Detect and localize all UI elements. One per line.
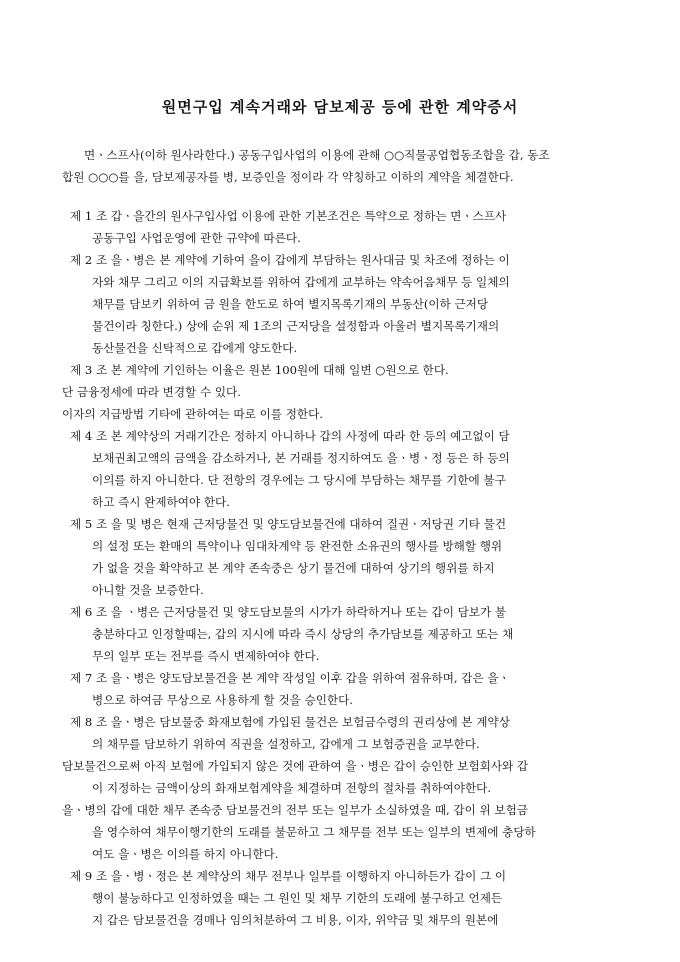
article-line: 병으로 하여금 무상으로 사용하게 할 것을 승인한다. [92,693,353,707]
article-line: 여도 을ㆍ병은 이의를 하지 아니한다. [92,847,279,861]
article-line: 이자의 지급방법 기타에 관하여는 따로 이를 정한다. [62,407,323,421]
article-line: 제 7 조 을ㆍ병은 양도담보물건을 본 계약 작성일 이후 갑을 위하여 점유하며, 갑은 을ㆍ [70,671,510,685]
article-line: 이 지정하는 금액이상의 화재보험계약을 체결하며 전항의 절차를 취하여야한다. [92,781,492,795]
article-line: 을ㆍ병의 갑에 대한 채무 존속중 담보물건의 전부 또는 일부가 소실하였을 때, 갑이 위 보험금 [62,803,528,817]
article-line: 지 갑은 담보물건을 경매나 임의처분하여 그 비용, 이자, 위약금 및 채무의 원본에 [92,913,499,927]
article-line: 을 영수하여 채무이행기한의 도래를 불문하고 그 채무를 전부 또는 일부의 변제에 충당하 [92,825,536,839]
article-line: 제 5 조 을 및 병은 현재 근저당물건 및 양도담보물건에 대하여 질권ㆍ저당권 기타 물건 [70,517,507,531]
article-line: 공동구입 사업운영에 관한 규약에 따른다. [92,231,301,245]
article-line: 제 6 조 을 ㆍ병은 근저당물건 및 양도담보물의 시가가 하락하거나 또는 갑이 담보가 불 [70,605,507,619]
article-line: 제 1 조 갑ㆍ을간의 원사구입사업 이용에 관한 기본조건은 특약으로 정하는 면ㆍ스프사 [70,209,507,223]
article-line: 제 2 조 을ㆍ병은 본 계약에 기하여 을이 갑에게 부담하는 원사대금 및 차조에 정하는 이 [70,253,510,267]
article-line: 단 금융정세에 따라 변경할 수 있다. [62,385,241,399]
intro-line: 합원 ○○○를 을, 담보제공자를 병, 보증인을 정이라 각 약칭하고 이하의 계약을 체결한다. [62,170,514,184]
article-line: 의 설정 또는 환매의 특약이나 임대차계약 등 완전한 소유권의 행사를 방해할 행위 [92,539,503,553]
document-title: 원면구입 계속거래와 담보제공 등에 관한 계약증서 [161,98,519,116]
article-line: 가 없을 것을 확약하고 본 계약 존속중은 상기 물건에 대하여 상기의 행위를 하지 [92,561,495,575]
article-line: 채무를 담보키 위하여 금 원을 한도로 하여 별지목록기재의 부동산(이하 근저당 [92,297,489,311]
article-line: 제 8 조 을ㆍ병은 담보물중 화재보험에 가입된 물건은 보험금수령의 권리상에 본 계약상 [70,715,510,729]
article-line: 제 4 조 본 계약상의 거래기간은 정하지 아니하나 갑의 사정에 따라 한 등의 예고없이 담 [70,429,510,443]
article-line: 아니할 것을 보증한다. [92,583,204,597]
article-line: 제 9 조 을ㆍ병ㆍ정은 본 계약상의 채무 전부나 일부를 이행하지 아니하든가 갑이 그 이 [70,869,507,883]
article-line: 담보물건으로써 아직 보험에 가입되지 않은 것에 관하여 을ㆍ병은 갑이 승인한 보험회사와 갑 [62,759,529,773]
article-line: 의 채무를 담보하기 위하여 직권을 설정하고, 갑에게 그 보험증권을 교부한다. [92,737,480,751]
article-line: 물건이라 칭한다.) 상에 순위 제 1조의 근저당을 설정함과 아울러 별지목록기재의 [92,319,500,333]
article-line: 무의 일부 또는 전부를 즉시 변제하여야 한다. [92,649,320,663]
article-line: 하고 즉시 완제하여야 한다. [92,495,230,509]
article-line: 행이 불능하다고 인정하였을 때는 그 원인 및 채무 기한의 도래에 불구하고 언제든 [92,891,503,905]
article-line: 제 3 조 본 계약에 기인하는 이율은 원본 100원에 대해 일변 ○원으로 한다. [70,363,449,377]
article-line: 자와 채무 그리고 이의 지급확보를 위하여 갑에게 교부하는 약속어음채무 등 일체의 [92,275,510,289]
article-line: 보채권최고액의 금액을 감소하거나, 본 거래를 정지하여도 을ㆍ병ㆍ정 등은 하 등의 [92,451,510,465]
article-line: 이의를 하지 아니한다. 단 전항의 경우에는 그 당시에 부담하는 채무를 기한에 불구 [92,473,506,487]
article-line: 동산물건을 신탁적으로 갑에게 양도한다. [92,341,298,355]
intro-line: 면ㆍ스프사(이하 원사라한다.) 공동구입사업의 이용에 관해 ○○직물공업협동조합을 갑, 동조 [84,148,550,162]
article-line: 충분하다고 인정할때는, 갑의 지시에 따라 즉시 상당의 추가담보를 제공하고 또는 채 [92,627,514,641]
